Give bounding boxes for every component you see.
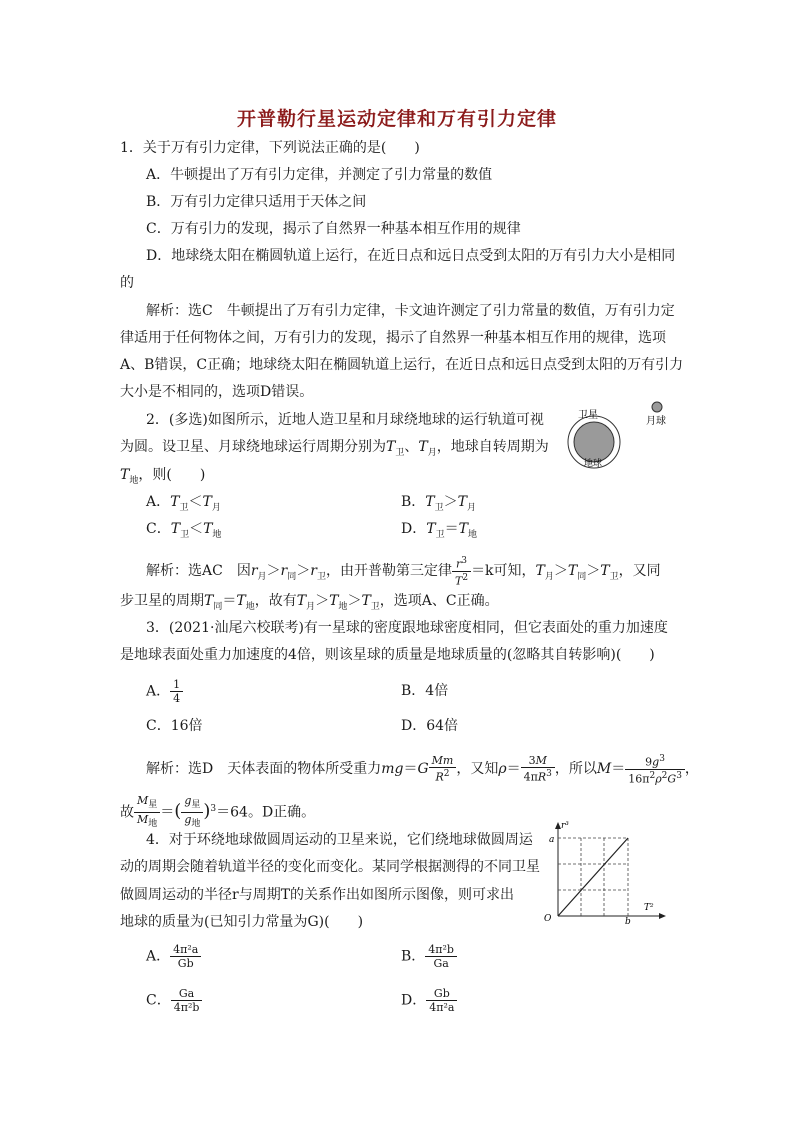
kepler-fraction: $\frac{r^3}{T^2}$: [452, 555, 471, 587]
q3-stem-line1: 3．(2021·汕尾六校联考)有一星球的密度跟地球密度相同，但它表面处的重力加速度: [146, 620, 668, 636]
q4-stem-line3: 做圆周运动的半径r与周期T的关系作出如图所示图像，则可求出: [120, 887, 515, 903]
q3-stem-line2: 是地球表面处重力加速度的4倍，则该星球的质量是地球质量的(忽略其自转影响)( ): [120, 647, 655, 663]
q3-option-c: C．16倍: [146, 718, 203, 734]
q1-option-d-line2: 的: [120, 275, 134, 291]
q1-option-b: B．万有引力定律只适用于天体之间: [146, 194, 367, 210]
y-axis-label: r³: [561, 821, 569, 831]
q4-option-a: A． $\frac{\text{4π²a}}{Gb}$: [146, 943, 201, 970]
q4-stem-line1: 4．对于环绕地球做圆周运动的卫星来说，它们绕地球做圆周运: [146, 832, 533, 848]
q3-option-d: D．64倍: [401, 718, 459, 734]
q1-explanation-line1: 解析：选C 牛顿提出了万有引力定律，卡文迪许测定了引力常量的数值，万有引力定: [146, 303, 675, 319]
q1-explanation-line3: A、B错误，C正确；地球绕太阳在椭圆轨道上运行，在近日点和远日点受到太阳的万有引力: [120, 357, 684, 373]
q4-stem-line2: 动的周期会随着轨道半径的变化而变化。某同学根据测得的不同卫星: [120, 859, 540, 875]
earth-body: [574, 422, 614, 462]
document-title: 开普勒行星运动定律和万有引力定律: [236, 108, 557, 130]
satellite-label: 卫星: [578, 410, 598, 421]
q2-option-b: B．$T_卫>T_月$: [401, 494, 477, 513]
q2-stem-line2-text: 为圆。设卫星、月球绕地球运行周期分别为: [120, 439, 386, 455]
q1-explanation-line4: 大小是不相同的，选项D错误。: [120, 384, 314, 400]
q1-option-d-line1: D．地球绕太阳在椭圆轨道上运行，在近日点和远日点受到太阳的万有引力大小是相同: [146, 248, 676, 264]
q1-option-c: C．万有引力的发现，揭示了自然界一种基本相互作用的规律: [146, 221, 521, 237]
q3-explanation-line2: 故 $\frac{M_星}{M_地}$ ＝( $\frac{g_星}{g_地}$ )$^3$＝64。D正确。: [120, 794, 316, 830]
q2-stem-line3-tail: ，则( ): [138, 467, 206, 483]
q2-orbit-figure: [560, 398, 680, 478]
q2-stem-line1: 2．(多选)如图所示，近地人造卫星和月球绕地球的运行轨道可视: [146, 412, 544, 428]
moon-label: 月球: [646, 416, 666, 427]
q2-stem-line2: 为圆。设卫星、月球绕地球运行周期分别为$T_卫$、$T_月$，地球自转周期为: [120, 439, 549, 458]
q4-option-c: C． $\frac{Ga}{\text{4π²b}}$: [146, 987, 202, 1014]
a-label: a: [549, 835, 555, 845]
q2-option-d: D．$T_卫=T_地$: [401, 521, 477, 540]
q2-option-a: A．$T_卫<T_月$: [146, 494, 221, 513]
origin-label: O: [544, 914, 552, 924]
q2-explanation-line2: 步卫星的周期$T_同=T_地$，故有$T_月>T_地>T_卫$，选项A、C正确。: [120, 593, 499, 612]
b-label: b: [625, 917, 631, 924]
q2-option-c: C．$T_卫<T_地$: [146, 521, 222, 540]
earth-label: 地球: [584, 459, 603, 469]
data-line: [558, 838, 628, 916]
q4-option-d: D． $\frac{Gb}{\text{4π²a}}$: [401, 987, 457, 1014]
q4-graph-figure: [540, 818, 670, 924]
q2-stem-line3: $T_地$，则( ): [120, 467, 206, 486]
q1-explanation-line2: 律适用于任何物体之间，万有引力的发现，揭示了自然界一种基本相互作用的规律，选项: [120, 330, 666, 346]
x-axis-arrow: [659, 913, 666, 919]
q4-stem-line4: 地球的质量为(已知引力常量为G)( ): [120, 914, 364, 930]
q2-stem-line2-tail: ，地球自转周期为: [436, 439, 549, 455]
q2-explanation-line1: 解析：选AC 因$r_月>r_同>r_卫$，由开普勒第三定律 $\frac{r^3}{T^2}$ ＝k可知，$T_月>T_同>T_卫$，又同: [146, 556, 661, 588]
q1-option-a: A．牛顿提出了万有引力定律，并测定了引力常量的数值: [146, 167, 493, 183]
q4-option-b: B． $\frac{\text{4π²b}}{Ga}$: [401, 943, 457, 970]
q3-option-a-fraction: $\frac{1}{4}$: [170, 678, 183, 705]
x-axis-label: T²: [644, 903, 654, 913]
q3-option-b: B．4倍: [401, 683, 449, 699]
q3-explanation-line1: 解析：选D 天体表面的物体所受重力mg＝G $\frac{Mm}{R^2}$ ，又知ρ＝ $\frac{3M}{4\pi R^3}$ ，所以M＝ $\frac{9g^3}{16\pi^2\rho^2G^3}$ ，: [146, 754, 699, 786]
q3-option-a: A． $\frac{1}{4}$: [146, 678, 183, 705]
q1-stem: 1．关于万有引力定律，下列说法正确的是( ): [120, 140, 420, 156]
moon-body: [652, 402, 662, 412]
